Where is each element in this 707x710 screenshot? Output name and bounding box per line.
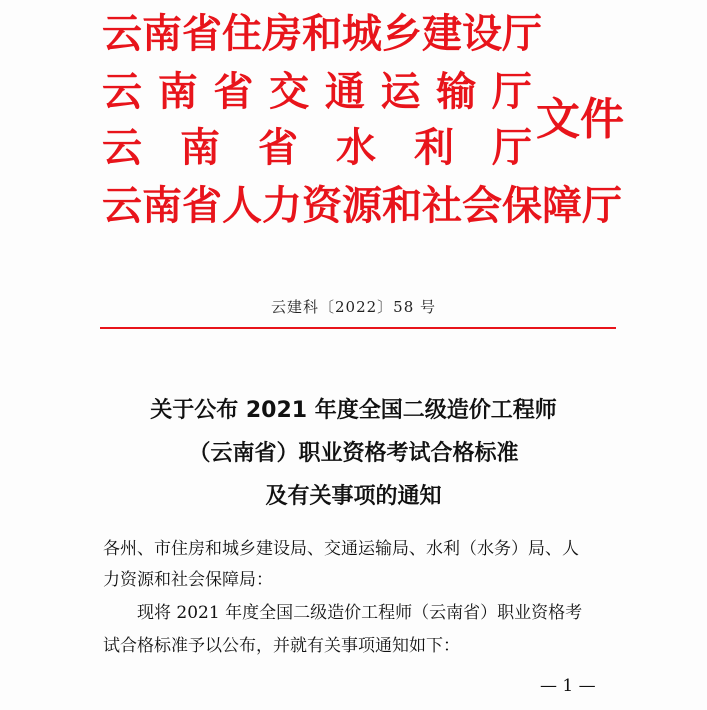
issuer-char: 厅 — [492, 125, 532, 171]
paragraph-1-line-1: 现将 2021 年度全国二级造价工程师（云南省）职业资格考 — [137, 603, 583, 623]
issuer-char: 南 — [157, 69, 198, 115]
issuer-char: 省 — [258, 125, 298, 171]
title-line-1: 关于公布 2021 年度全国二级造价工程师 — [150, 398, 557, 423]
issuer-line-hr — [102, 183, 622, 229]
issuer-line-housing — [102, 11, 542, 57]
title-line-3: 及有关事项的通知 — [265, 484, 442, 509]
issuer-text: 云南省人力资源和社会保障厅 — [102, 183, 622, 229]
title-line-2: （云南省）职业资格考试合格标准 — [188, 441, 519, 466]
issuer-char: 云 — [102, 125, 142, 171]
issuer-char: 厅 — [491, 69, 532, 115]
issuer-char: 交 — [269, 69, 310, 115]
issuer-char: 运 — [380, 69, 421, 115]
issuer-char: 输 — [436, 69, 477, 115]
document-suffix: 文件 — [536, 94, 624, 145]
issuer-char: 通 — [324, 69, 365, 115]
paragraph-1-line-2: 试合格标准予以公布，并就有关事项通知如下： — [103, 636, 460, 656]
issuer-char: 省 — [213, 69, 254, 115]
issuer-line-water — [102, 126, 532, 170]
addressee-line-1: 各州、市住房和城乡建设局、交通运输局、水利（水务）局、人 — [103, 539, 579, 559]
issuer-char: 水 — [336, 125, 376, 171]
document-number: 云建科〔2022〕58 号 — [270, 298, 437, 316]
issuer-line-transport — [102, 70, 532, 114]
addressee-line-2: 力资源和社会保障局： — [103, 570, 273, 590]
page-number: — 1 — — [540, 676, 596, 696]
issuer-char: 南 — [180, 125, 220, 171]
issuer-char: 云 — [102, 69, 142, 115]
issuer-text: 云南省住房和城乡建设厅 — [102, 11, 542, 57]
red-divider — [100, 327, 616, 329]
issuer-char: 利 — [414, 125, 454, 171]
